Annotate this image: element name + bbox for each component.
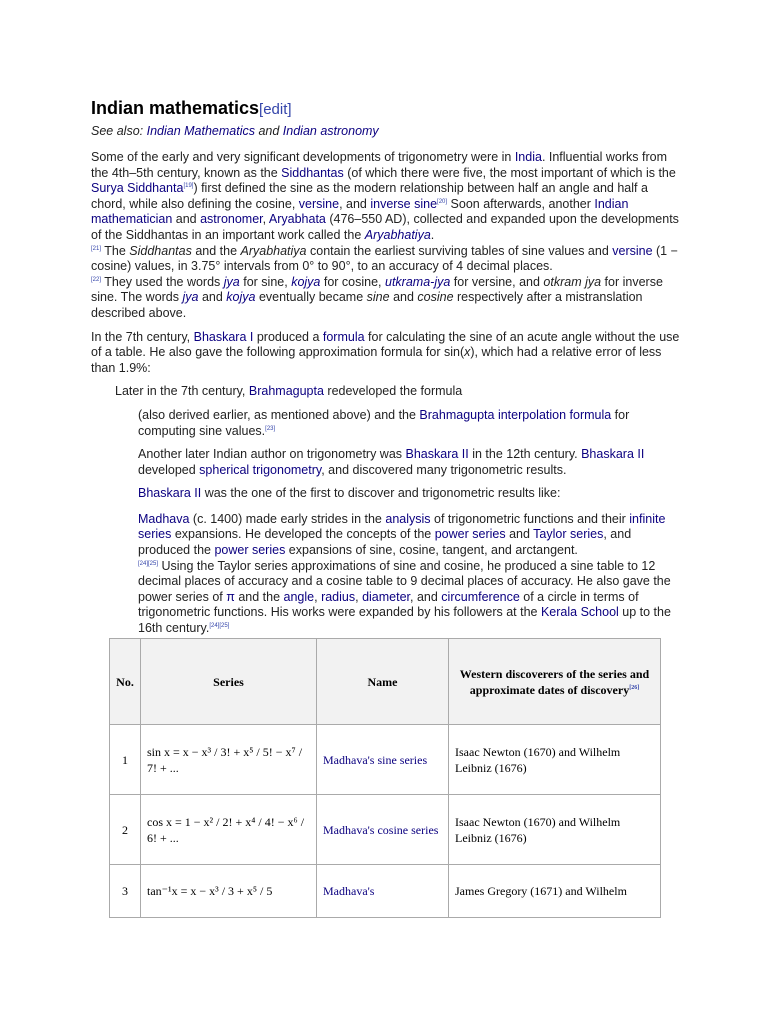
term-cosine: cosine xyxy=(417,290,454,305)
link-madhava-arctangent-series[interactable]: Madhava's xyxy=(323,884,375,898)
see-also-hatnote xyxy=(91,122,681,140)
table-row xyxy=(110,865,661,918)
paragraph-madhava xyxy=(138,512,681,637)
cell-name xyxy=(317,865,449,918)
header-name: Name xyxy=(317,639,449,725)
text: for versine, and xyxy=(450,274,544,289)
text: (c. 1400) made early strides in the xyxy=(189,511,386,526)
term-aryabhatiya: Aryabhatiya xyxy=(240,243,307,258)
link-astronomer[interactable]: astronomer xyxy=(200,212,263,227)
link-jya[interactable]: jya xyxy=(223,274,240,289)
cell-series: cos x = 1 − x² / 2! + x⁴ / 4! − x⁶ / 6! + ... xyxy=(141,795,317,865)
text: and the xyxy=(191,243,241,258)
text: expansions. He developed the concepts of the xyxy=(171,527,435,542)
text: and xyxy=(505,527,534,542)
text: , and produced the xyxy=(138,527,632,558)
link-brahmagupta[interactable]: Brahmagupta xyxy=(248,384,324,399)
link-madhava-sine-series[interactable]: Madhava's sine series xyxy=(323,752,428,767)
text: for computing sine values. xyxy=(138,407,630,438)
link-radius[interactable]: radius xyxy=(321,589,356,604)
link-angle[interactable]: angle xyxy=(283,589,315,604)
link-analysis[interactable]: analysis xyxy=(385,511,431,526)
header-series: Series xyxy=(141,639,317,725)
text: Using the Taylor series approximations of sine and cosine, he produced a sine table to 12 decimal places of accuracy and a cosine table to 9 decimal places of accuracy. He also gave the power series of xyxy=(138,558,671,604)
see-also-prefix: See also: xyxy=(91,124,147,138)
text: Another later Indian author on trigonometry was xyxy=(138,447,406,462)
text: , and xyxy=(339,196,371,211)
link-india[interactable]: India xyxy=(514,150,542,164)
table-row xyxy=(110,795,661,865)
text: The xyxy=(101,243,130,258)
text: ) first defined the sine as the modern relationship between half an angle and half a chord, while also defining the cosine, xyxy=(91,181,648,211)
edit-link[interactable]: [edit] xyxy=(259,101,292,118)
text: (476–550 AD), collected and expanded upon the developments of the Siddhantas in an important work called the xyxy=(91,212,679,242)
text: in the 12th century. xyxy=(468,447,582,462)
text: expansions of sine, cosine, tangent, and arctangent. xyxy=(285,543,578,558)
section-heading xyxy=(91,96,681,122)
term-otkram-jya: otkram jya xyxy=(543,274,602,289)
link-diameter[interactable]: diameter xyxy=(362,589,411,604)
text: contain the earliest surviving tables of sine values and xyxy=(306,243,613,258)
link-aryabhata[interactable]: Aryabhata xyxy=(268,212,326,227)
link-formula[interactable]: formula xyxy=(322,329,365,344)
text: redeveloped the formula xyxy=(323,384,463,399)
link-bhaskara-ii[interactable]: Bhaskara II xyxy=(405,447,469,462)
text: produced a xyxy=(253,329,323,344)
text: , xyxy=(314,589,322,604)
text: , xyxy=(262,212,269,227)
cell-western: Isaac Newton (1670) and Wilhelm Leibniz (1676) xyxy=(449,795,661,865)
cell-series: tan⁻¹x = x − x³ / 3 + x⁵ / 5 xyxy=(141,865,317,918)
link-aryabhatiya[interactable]: Aryabhatiya xyxy=(364,227,431,242)
text: . xyxy=(430,227,435,242)
paragraph-bhaskara-ii xyxy=(138,447,681,478)
citation-21[interactable]: [21] xyxy=(91,245,102,252)
link-bhaskara-ii-3[interactable]: Bhaskara II xyxy=(138,486,202,501)
link-kerala-school[interactable]: Kerala School xyxy=(540,605,619,620)
text: for sine, xyxy=(239,274,292,289)
text: for inverse sine. The words xyxy=(91,274,663,305)
cell-name xyxy=(317,725,449,795)
text: of trigonometric functions and their xyxy=(430,511,630,526)
table-row xyxy=(110,725,661,795)
cell-series: sin x = x − x³ / 3! + x⁵ / 5! − x⁷ / 7! + ... xyxy=(141,725,317,795)
link-indian-mathematician[interactable]: Indian mathematician xyxy=(91,196,629,227)
term-sine: sine xyxy=(366,290,390,305)
link-versine-2[interactable]: versine xyxy=(612,243,653,258)
citation-24-25[interactable]: [24][25] xyxy=(138,560,159,567)
text: In the 7th century, xyxy=(91,329,194,344)
link-siddhantas[interactable]: Siddhantas xyxy=(281,165,344,180)
paragraph-brahmagupta xyxy=(115,384,681,400)
text: respectively after a mistranslation described above. xyxy=(91,290,643,320)
cell-no: 2 xyxy=(110,795,141,865)
link-power-series[interactable]: power series xyxy=(434,527,506,542)
text: Some of the early and very significant developments of trigonometry were in xyxy=(91,150,515,164)
text: up to the 16th century. xyxy=(138,605,671,636)
link-bhaskara-i[interactable]: Bhaskara I xyxy=(193,329,254,344)
text: (also derived earlier, as mentioned above) and the xyxy=(138,407,420,422)
citation-22[interactable]: [22] xyxy=(91,276,102,283)
link-surya-siddhanta[interactable]: Surya Siddhanta xyxy=(91,181,184,196)
text: eventually became xyxy=(255,290,367,305)
see-also-and: and xyxy=(254,124,283,138)
text: Later in the 7th century, xyxy=(115,384,249,399)
text: . Influential works from the 4th–5th century, known as the xyxy=(91,150,667,180)
section-title: Indian mathematics xyxy=(91,98,260,118)
text: was the one of the first to discover and trigonometric results like: xyxy=(201,486,561,501)
header-no: No. xyxy=(110,639,141,725)
link-indian-mathematics[interactable]: Indian Mathematics xyxy=(146,124,255,138)
var-x: x xyxy=(464,345,471,360)
link-taylor-series[interactable]: Taylor series xyxy=(533,527,604,542)
link-power-series-2[interactable]: power series xyxy=(214,543,286,558)
text: of a circle in terms of trigonometric functions. His works were expanded by his followers at the xyxy=(138,589,639,620)
text: , and xyxy=(410,589,442,604)
link-madhava[interactable]: Madhava xyxy=(138,511,190,526)
text: and xyxy=(172,212,201,227)
link-inverse-sine[interactable]: inverse sine xyxy=(370,196,438,211)
link-brahmagupta-interpolation-formula[interactable]: Brahmagupta interpolation formula xyxy=(419,407,612,422)
text: They used the words xyxy=(101,274,224,289)
paragraph-interpolation xyxy=(138,408,681,439)
text: , xyxy=(355,589,363,604)
citation-19[interactable]: [19] xyxy=(183,183,194,190)
citation-26[interactable]: [26] xyxy=(629,684,640,691)
text: and the xyxy=(234,589,284,604)
text: and xyxy=(389,290,418,305)
text: , and discovered many trigonometric results. xyxy=(321,462,567,477)
text: Soon afterwards, another xyxy=(447,196,595,211)
term-siddhantas: Siddhantas xyxy=(129,243,192,258)
link-indian-astronomy[interactable]: Indian astronomy xyxy=(282,124,379,138)
text: developed xyxy=(138,462,200,477)
citation-24-25-b[interactable]: [24][25] xyxy=(209,622,230,629)
table-header-row xyxy=(110,639,661,725)
text: for calculating the sine of an acute angle without the use of a table. He also gave the following approximation formula for sin( xyxy=(91,329,680,360)
link-pi[interactable]: π xyxy=(226,589,235,604)
citation-23[interactable]: [23] xyxy=(265,425,276,432)
link-spherical-trigonometry[interactable]: spherical trigonometry xyxy=(199,462,322,477)
link-utkrama-jya[interactable]: utkrama-jya xyxy=(385,274,451,289)
text: for cosine, xyxy=(320,274,385,289)
link-kojya[interactable]: kojya xyxy=(291,274,321,289)
citation-20[interactable]: [20] xyxy=(437,198,448,205)
cell-western: James Gregory (1671) and Wilhelm xyxy=(449,865,661,918)
link-jya-2[interactable]: jya xyxy=(182,290,199,305)
article-section xyxy=(91,96,681,645)
header-western-text: Western discoverers of the series and approximate dates of discovery xyxy=(459,666,650,697)
paragraph-bhaskara-i xyxy=(91,330,681,377)
madhava-series-table xyxy=(109,638,661,918)
cell-name xyxy=(317,795,449,865)
paragraph-siddhantas xyxy=(91,150,681,322)
link-madhava-cosine-series[interactable]: Madhava's cosine series xyxy=(323,822,439,837)
link-infinite-series[interactable]: infinite series xyxy=(138,511,666,542)
link-bhaskara-ii-2[interactable]: Bhaskara II xyxy=(581,447,645,462)
cell-no: 3 xyxy=(110,865,141,918)
link-versine[interactable]: versine xyxy=(298,196,340,211)
text: (1 − cosine) values, in 3.75° intervals from 0° to 90°, to an accuracy of 4 decimal places. xyxy=(91,243,678,274)
paragraph-bhaskara-results xyxy=(138,486,681,502)
cell-no: 1 xyxy=(110,725,141,795)
link-circumference[interactable]: circumference xyxy=(441,589,520,604)
text: and xyxy=(198,290,227,305)
header-western-discoverers xyxy=(449,639,661,725)
cell-western: Isaac Newton (1670) and Wilhelm Leibniz (1676) xyxy=(449,725,661,795)
text: (of which there were five, the most important of which is the xyxy=(343,165,676,180)
link-kojya-2[interactable]: kojya xyxy=(226,290,256,305)
text: ), which had a relative error of less than 1.9%: xyxy=(91,345,662,375)
